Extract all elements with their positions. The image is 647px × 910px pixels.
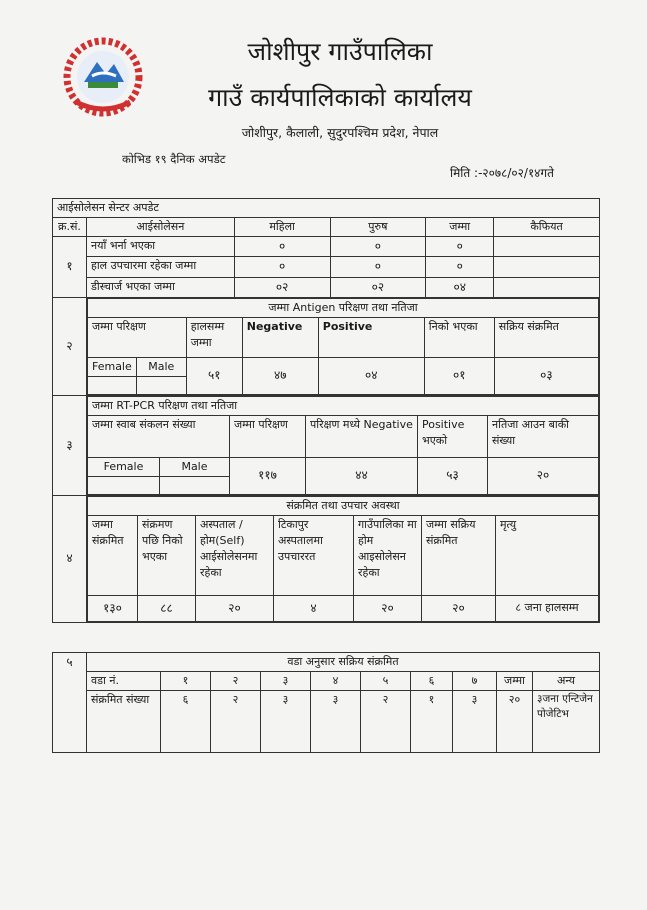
- male-count: ०: [330, 257, 426, 277]
- section-title: संक्रमित तथा उपचार अवस्था: [87, 496, 598, 515]
- ward-value: ६: [161, 690, 211, 752]
- section-title: जम्मा RT-PCR परिक्षण तथा नतिजा: [87, 396, 598, 415]
- female-value: [87, 476, 159, 494]
- header-cell: जम्मा परिक्षण: [229, 415, 305, 457]
- nepal-emblem-logo: [62, 36, 144, 118]
- header-cell: जम्मा संक्रमित: [87, 515, 137, 595]
- row-label: हाल उपचारमा रहेका जम्मा: [86, 257, 234, 277]
- male-count: ०२: [330, 277, 426, 297]
- positive-value: ५३: [417, 457, 487, 494]
- ward-value: ३: [261, 690, 311, 752]
- row-label: संक्रमित संख्या: [87, 690, 161, 752]
- header-cell: गाउँपालिका मा होम आइसोलेसन रहेका: [353, 515, 421, 595]
- female-count: ०: [234, 257, 330, 277]
- header-cell: Positive: [318, 317, 424, 357]
- header-cell: संक्रमण पछि निको भएका: [137, 515, 195, 595]
- header-cell: आईसोलेसन: [86, 217, 234, 236]
- recovered-value: ०१: [424, 357, 494, 394]
- header-cell: अन्य: [533, 671, 600, 690]
- header-cell: हालसम्म जम्मा: [186, 317, 242, 357]
- header-cell: ७: [453, 671, 497, 690]
- rtpcr-subtable: [87, 396, 599, 495]
- header-cell: जम्मा परिक्षण: [87, 317, 186, 357]
- table-row: [53, 236, 600, 256]
- office-title: गाउँ कार्यपालिकाको कार्यालय: [208, 83, 472, 112]
- section-title: जम्मा Antigen परिक्षण तथा नतिजा: [87, 299, 598, 318]
- ward-total: २०: [497, 690, 533, 752]
- header-cell: कैफियत: [494, 217, 600, 236]
- bulletin-label: कोभिड १९ दैनिक अपडेट: [122, 152, 226, 166]
- date-text: मिति :-२०७८/०२/१४गते: [450, 166, 555, 180]
- header-cell: ३: [261, 671, 311, 690]
- ward-table: [52, 652, 600, 753]
- total-count: ०४: [426, 277, 494, 297]
- total-count: ०: [426, 257, 494, 277]
- treatment-subtable: [87, 496, 599, 622]
- antigen-subtable: [87, 298, 599, 395]
- header-cell: १: [161, 671, 211, 690]
- value-cell: ८८: [137, 595, 195, 621]
- table-row: [53, 257, 600, 277]
- death-value: ८ जना हालसम्म: [495, 595, 598, 621]
- header-cell: अस्पताल /होम(Self) आईसोलेसनमा रहेका: [195, 515, 273, 595]
- header-cell: Negative: [242, 317, 318, 357]
- female-value: [87, 376, 136, 394]
- table-caption: आईसोलेसन सेन्टर अपडेट: [53, 199, 600, 218]
- ward-value: २: [211, 690, 261, 752]
- ward-header-row: [53, 671, 600, 690]
- header-cell: ५: [361, 671, 411, 690]
- rtpcr-section: [53, 395, 600, 495]
- antigen-section: [53, 298, 600, 396]
- serial-number: ३: [53, 395, 87, 495]
- section-title: वडा अनुसार सक्रिय संक्रमित: [87, 653, 600, 672]
- header-cell: जम्मा स्वाब संकलन संख्या: [87, 415, 229, 457]
- main-table: [52, 198, 600, 623]
- header-cell: जम्मा सक्रिय संक्रमित: [421, 515, 495, 595]
- serial-number: ५: [53, 653, 87, 753]
- header-cell: ६: [411, 671, 453, 690]
- remarks-cell: [494, 257, 600, 277]
- serial-number: १: [53, 236, 87, 297]
- header-cell: वडा नं.: [87, 671, 161, 690]
- table-row: [53, 277, 600, 297]
- value-cell: २०: [195, 595, 273, 621]
- male-label: Male: [136, 357, 186, 376]
- header-cell: २: [211, 671, 261, 690]
- active-value: ०३: [494, 357, 598, 394]
- male-count: ०: [330, 236, 426, 256]
- header-cell: निको भएका: [424, 317, 494, 357]
- header-cell: महिला: [234, 217, 330, 236]
- remarks-cell: [494, 236, 600, 256]
- negative-value: ४७: [242, 357, 318, 394]
- header-cell: टिकापुर अस्पतालमा उपचाररत: [273, 515, 353, 595]
- male-value: [159, 476, 229, 494]
- header-cell: क्र.सं.: [53, 217, 87, 236]
- treatment-section: [53, 495, 600, 622]
- positive-value: ०४: [318, 357, 424, 394]
- ward-value: ३: [453, 690, 497, 752]
- ward-value: २: [361, 690, 411, 752]
- header-cell: जम्मा: [497, 671, 533, 690]
- value-cell: २०: [421, 595, 495, 621]
- negative-value: ४४: [305, 457, 417, 494]
- header-cell: जम्मा: [426, 217, 494, 236]
- serial-number: ४: [53, 495, 87, 622]
- table-header-row: [53, 217, 600, 236]
- female-count: ०: [234, 236, 330, 256]
- remarks-cell: [494, 277, 600, 297]
- header-cell: सक्रिय संक्रमित: [494, 317, 598, 357]
- header-cell: परिक्षण मध्ये Negative: [305, 415, 417, 457]
- total-count: ०: [426, 236, 494, 256]
- ward-value: १: [411, 690, 453, 752]
- value-cell: १३०: [87, 595, 137, 621]
- header-cell: पुरुष: [330, 217, 426, 236]
- header-cell: मृत्यु: [495, 515, 598, 595]
- header-cell: ४: [311, 671, 361, 690]
- value-cell: ४: [273, 595, 353, 621]
- page-title: जोशीपुर गाउँपालिका: [247, 37, 433, 66]
- male-value: [136, 376, 186, 394]
- ward-other: ३जना एन्टिजेन पोजेटिभ: [533, 690, 600, 752]
- header-cell: नतिजा आउन बाकी संख्या: [487, 415, 598, 457]
- total-test-value: ११७: [229, 457, 305, 494]
- row-label: डीस्चार्ज भएका जम्मा: [86, 277, 234, 297]
- header-cell: Positive भएको: [417, 415, 487, 457]
- address: जोशीपुर, कैलाली, सुदुरपश्चिम प्रदेश, नेपाल: [241, 125, 439, 140]
- ward-value: ३: [311, 690, 361, 752]
- value-cell: २०: [353, 595, 421, 621]
- female-label: Female: [87, 357, 136, 376]
- female-count: ०२: [234, 277, 330, 297]
- pending-value: २०: [487, 457, 598, 494]
- male-label: Male: [159, 457, 229, 476]
- female-label: Female: [87, 457, 159, 476]
- row-label: नयाँ भर्ना भएका: [86, 236, 234, 256]
- till-now-value: ५१: [186, 357, 242, 394]
- serial-number: २: [53, 298, 87, 396]
- ward-value-row: [53, 690, 600, 752]
